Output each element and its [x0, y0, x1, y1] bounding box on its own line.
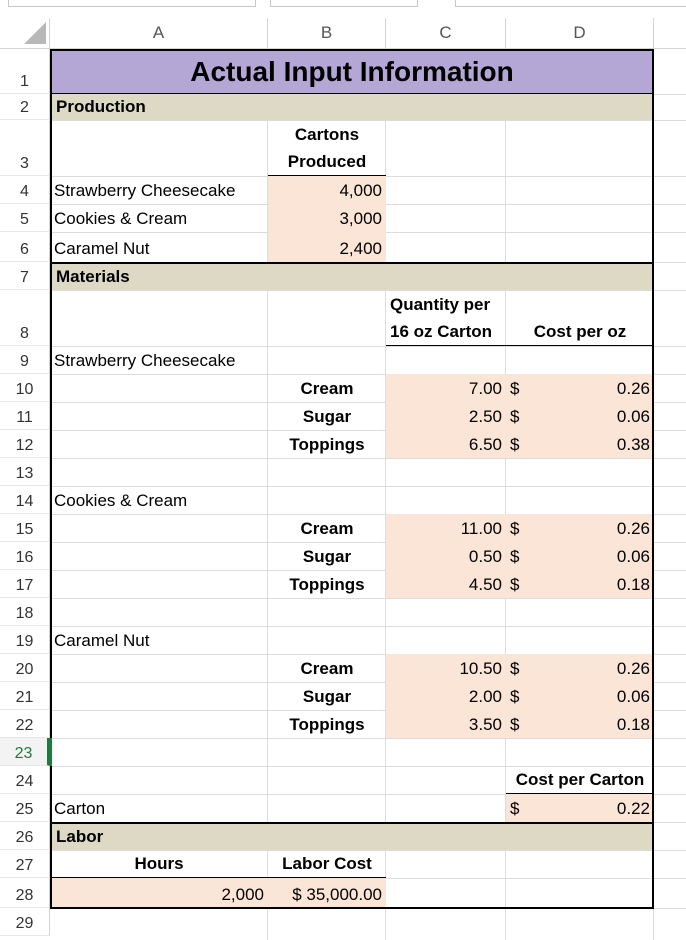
carton-cost[interactable] — [506, 794, 654, 822]
row-header[interactable]: 19 — [0, 626, 50, 654]
row-header[interactable]: 25 — [0, 794, 50, 822]
ingredient-label[interactable]: Sugar — [302, 407, 352, 426]
cartons-header-line1: Cartons — [294, 125, 360, 144]
ingredient-cost[interactable] — [506, 402, 654, 430]
row-header-selected[interactable]: 23 — [0, 738, 50, 766]
qty-header-line2[interactable]: 16 oz Carton — [386, 318, 506, 346]
row-header[interactable]: 17 — [0, 570, 50, 598]
production-cartons-value[interactable]: 2,400 — [268, 232, 386, 262]
column-header-b[interactable]: B — [268, 18, 386, 49]
labor-cost-value[interactable]: $ 35,000.00 — [268, 878, 386, 908]
ingredient-cost[interactable] — [506, 710, 654, 738]
row-header[interactable]: 18 — [0, 598, 50, 626]
select-all-icon — [24, 22, 46, 44]
ingredient-label[interactable]: Sugar — [302, 687, 352, 706]
row-header[interactable]: 14 — [0, 486, 50, 514]
material-product-name[interactable]: Caramel Nut — [54, 631, 150, 650]
ingredient-cost[interactable] — [506, 514, 654, 542]
row-header[interactable]: 11 — [0, 402, 50, 430]
select-all-corner[interactable] — [0, 18, 50, 49]
ingredient-qty[interactable]: 0.50 — [386, 542, 506, 570]
sheet-title[interactable]: Actual Input Information — [50, 49, 654, 94]
ingredient-qty[interactable]: 2.50 — [386, 402, 506, 430]
cost-value: 0.22 — [616, 799, 650, 818]
cost-per-carton-header[interactable]: Cost per Carton — [506, 766, 654, 794]
cost-value: 0.26 — [616, 379, 650, 398]
production-item-name[interactable]: Strawberry Cheesecake — [54, 181, 236, 200]
row-header[interactable]: 22 — [0, 710, 50, 738]
row-header[interactable]: 13 — [0, 458, 50, 486]
ingredient-cost[interactable] — [506, 374, 654, 402]
currency-symbol: $ — [510, 407, 520, 426]
row-header[interactable]: 10 — [0, 374, 50, 402]
row-header[interactable]: 2 — [0, 94, 50, 120]
row-header[interactable]: 16 — [0, 542, 50, 570]
ingredient-label[interactable]: Toppings — [289, 435, 365, 454]
cost-value: 0.06 — [616, 687, 650, 706]
row-header[interactable]: 4 — [0, 176, 50, 204]
row-header[interactable]: 27 — [0, 850, 50, 878]
ingredient-label[interactable]: Cream — [300, 379, 354, 398]
cost-value: 0.06 — [616, 407, 650, 426]
ingredient-cost[interactable] — [506, 682, 654, 710]
ingredient-cost[interactable] — [506, 430, 654, 458]
ingredient-qty[interactable]: 2.00 — [386, 682, 506, 710]
currency-symbol: $ — [510, 575, 520, 594]
row-header[interactable]: 26 — [0, 822, 50, 850]
ingredient-label[interactable]: Toppings — [289, 715, 365, 734]
formula-input[interactable] — [455, 0, 686, 7]
section-labor[interactable]: Labor — [50, 822, 654, 850]
toolbar-box[interactable] — [270, 0, 418, 7]
currency-symbol: $ — [510, 435, 520, 454]
production-item-name[interactable]: Caramel Nut — [54, 239, 150, 258]
column-header-d[interactable]: D — [506, 18, 654, 49]
currency-symbol: $ — [510, 799, 520, 818]
column-header-a[interactable]: A — [50, 18, 268, 49]
production-cartons-value[interactable]: 4,000 — [268, 176, 386, 204]
row-header[interactable]: 20 — [0, 654, 50, 682]
row-header[interactable]: 7 — [0, 262, 50, 290]
currency-symbol: $ — [510, 379, 520, 398]
row-header[interactable]: 12 — [0, 430, 50, 458]
column-header-c[interactable]: C — [386, 18, 506, 49]
material-product-name[interactable]: Strawberry Cheesecake — [54, 351, 236, 370]
production-cartons-value[interactable]: 3,000 — [268, 204, 386, 232]
ingredient-qty[interactable]: 11.00 — [386, 514, 506, 542]
currency-symbol: $ — [510, 547, 520, 566]
row-header[interactable]: 29 — [0, 908, 50, 936]
column-header-e[interactable] — [654, 18, 686, 49]
cost-value: 0.38 — [616, 435, 650, 454]
ingredient-qty[interactable]: 4.50 — [386, 570, 506, 598]
labor-cost-header[interactable]: Labor Cost — [268, 850, 386, 878]
ingredient-cost[interactable] — [506, 542, 654, 570]
qty-header-line1: Quantity per — [390, 295, 491, 314]
ingredient-cost[interactable] — [506, 654, 654, 682]
ingredient-cost[interactable] — [506, 570, 654, 598]
section-production[interactable]: Production — [50, 94, 654, 120]
cost-value: 0.18 — [616, 715, 650, 734]
hours-header[interactable]: Hours — [50, 850, 268, 878]
cost-value: 0.06 — [616, 547, 650, 566]
ingredient-qty[interactable]: 6.50 — [386, 430, 506, 458]
row-header[interactable]: 15 — [0, 514, 50, 542]
cost-value: 0.26 — [616, 519, 650, 538]
ingredient-label[interactable]: Cream — [300, 519, 354, 538]
ingredient-label[interactable]: Cream — [300, 659, 354, 678]
section-materials[interactable]: Materials — [50, 262, 654, 290]
sheet-grid[interactable] — [50, 49, 686, 940]
row-header[interactable]: 9 — [0, 346, 50, 374]
currency-symbol: $ — [510, 659, 520, 678]
row-header[interactable]: 24 — [0, 766, 50, 794]
production-item-name[interactable]: Cookies & Cream — [54, 209, 188, 228]
name-box[interactable] — [8, 0, 256, 7]
row-header[interactable]: 6 — [0, 232, 50, 262]
material-product-name[interactable]: Cookies & Cream — [54, 491, 188, 510]
cost-value: 0.18 — [616, 575, 650, 594]
row-header[interactable]: 21 — [0, 682, 50, 710]
cartons-header-line2[interactable]: Produced — [268, 148, 386, 176]
row-header[interactable]: 3 — [0, 120, 50, 176]
row-header[interactable]: 28 — [0, 878, 50, 908]
ingredient-qty[interactable]: 7.00 — [386, 374, 506, 402]
row-header[interactable]: 5 — [0, 204, 50, 232]
row-header[interactable]: 8 — [0, 290, 50, 346]
ingredient-qty[interactable]: 3.50 — [386, 710, 506, 738]
currency-symbol: $ — [510, 519, 520, 538]
formula-bar-area — [0, 0, 686, 18]
ingredient-qty[interactable]: 10.50 — [386, 654, 506, 682]
ingredient-label[interactable]: Sugar — [302, 547, 352, 566]
labor-hours-value[interactable]: 2,000 — [50, 878, 268, 908]
currency-symbol: $ — [510, 715, 520, 734]
ingredient-label[interactable]: Toppings — [289, 575, 365, 594]
cost-per-oz-header[interactable]: Cost per oz — [506, 318, 654, 346]
carton-label[interactable]: Carton — [54, 799, 106, 818]
cost-value: 0.26 — [616, 659, 650, 678]
currency-symbol: $ — [510, 687, 520, 706]
row-header[interactable]: 1 — [0, 49, 50, 94]
